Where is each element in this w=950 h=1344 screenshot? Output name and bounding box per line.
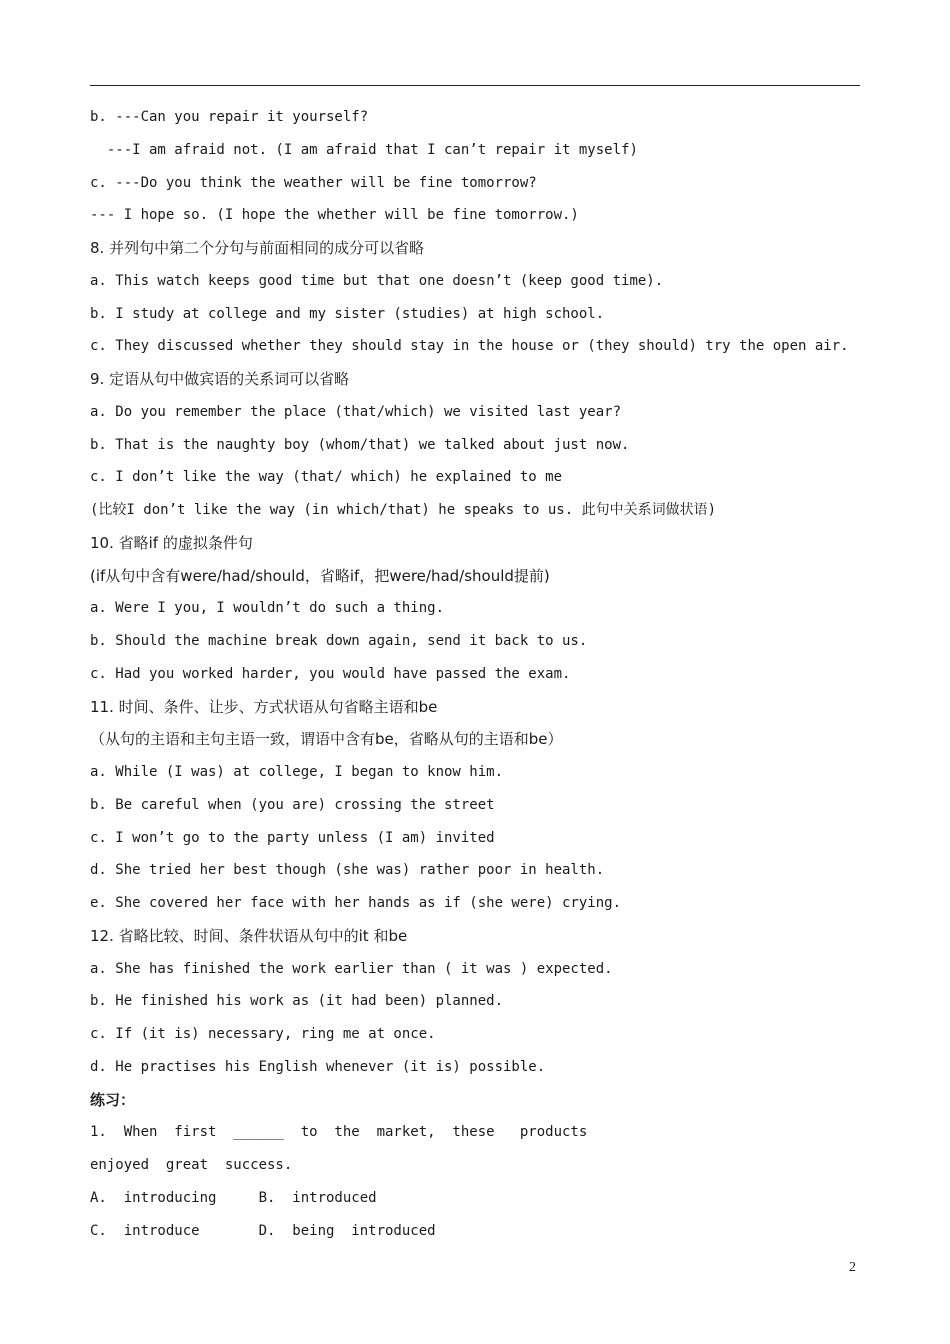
text-line: a. While (I was) at college, I began to know him. <box>90 764 504 780</box>
text-line: b. That is the naughty boy (whom/that) we talked about just now. <box>90 436 630 453</box>
text-line: c. If (it is) necessary, ring me at once. <box>90 1026 436 1042</box>
section-heading-9: 9. 定语从句中做宾语的关系词可以省略 <box>90 370 350 388</box>
text-line: c. They discussed whether they should stay in the house or (they should) try the open air. <box>90 338 849 355</box>
question-stem: 1. When first ______ to the market, these products <box>90 1124 588 1141</box>
section-heading-11: 11. 时间、条件、让步、方式状语从句省略主语和be <box>90 697 438 716</box>
section-heading-8: 8. 并列句中第二个分句与前面相同的成分可以省略 <box>90 239 425 257</box>
text-line: b. ---Can you repair it yourself? <box>90 109 369 125</box>
section-heading-10: 10. 省略if 的虚拟条件句 <box>90 533 253 552</box>
text-line: a. This watch keeps good time but that one doesn’t (keep good time). <box>90 272 664 289</box>
text-line: b. I study at college and my sister (studies) at high school. <box>90 305 605 322</box>
text-line: e. She covered her face with her hands as if (she were) crying. <box>90 895 622 911</box>
text-line: --- I hope so. (I hope the whether will be fine tomorrow.) <box>90 207 579 224</box>
text-line: b. Be careful when (you are) crossing the street <box>90 796 495 813</box>
answer-options: A. introducing B. introduced <box>90 1189 377 1206</box>
header-rule <box>90 85 860 86</box>
text-line: a. Were I you, I wouldn’t do such a thing. <box>90 600 445 617</box>
text-line: a. Do you remember the place (that/which) we visited last year? <box>90 403 622 420</box>
text-line: (比较I don’t like the way (in which/that) he speaks to us. 此句中关系词做状语) <box>90 502 717 518</box>
text-line: ---I am afraid not. (I am afraid that I can’t repair it myself) <box>90 141 638 158</box>
section-note-11: （从句的主语和主句主语一致，谓语中含有be，省略从句的主语和be） <box>90 730 563 749</box>
text-line: d. He practises his English whenever (it is) possible. <box>90 1058 546 1075</box>
question-stem: enjoyed great success. <box>90 1157 293 1173</box>
text-line: a. She has finished the work earlier than ( it was ) expected. <box>90 960 613 977</box>
text-line: d. She tried her best though (she was) rather poor in health. <box>90 862 605 879</box>
document-body <box>90 104 860 1250</box>
text-line: c. Had you worked harder, you would have passed the exam. <box>90 665 571 682</box>
text-line: c. ---Do you think the weather will be fine tomorrow? <box>90 174 537 191</box>
answer-options: C. introduce D. being introduced <box>90 1222 436 1239</box>
text-line: c. I won’t go to the party unless (I am) invited <box>90 829 495 846</box>
section-heading-12: 12. 省略比较、时间、条件状语从句中的it 和be <box>90 926 408 945</box>
section-note-10: (if从句中含有were/had/should，省略if，把were/had/should提前) <box>90 566 550 585</box>
page-number: 2 <box>849 1260 856 1275</box>
exercise-heading: 练习： <box>90 1090 136 1109</box>
text-line: c. I don’t like the way (that/ which) he explained to me <box>90 469 563 486</box>
text-line: b. Should the machine break down again, send it back to us. <box>90 633 588 649</box>
text-line: b. He finished his work as (it had been) planned. <box>90 993 504 1010</box>
